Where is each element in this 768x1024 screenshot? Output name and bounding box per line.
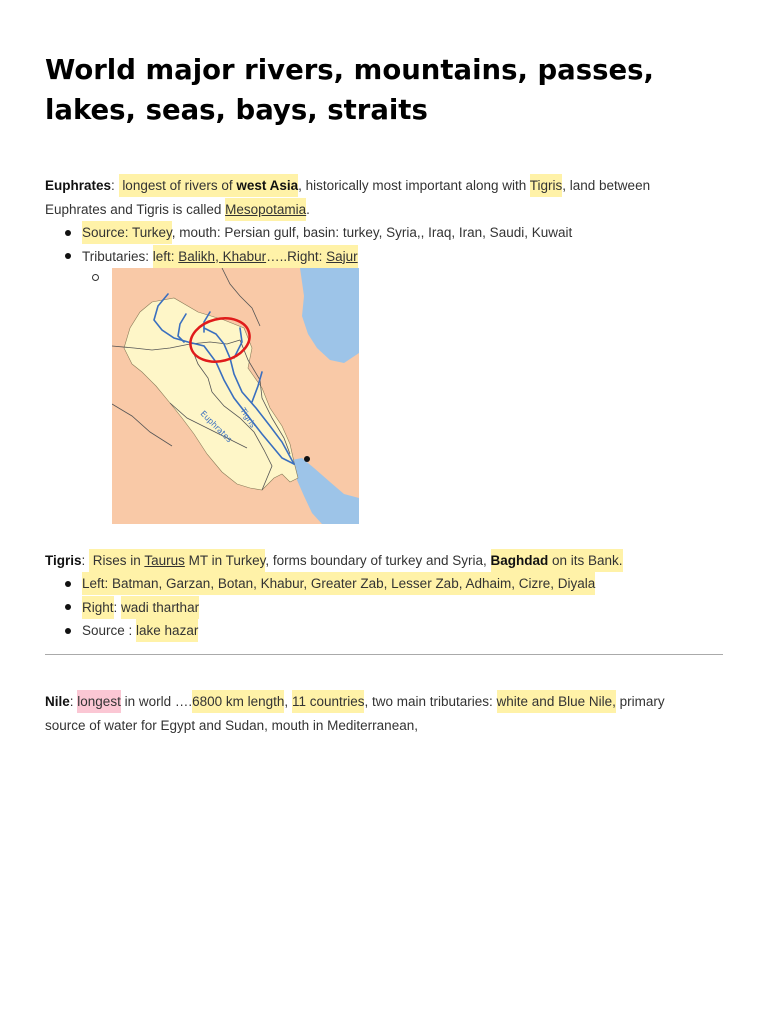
highlight: wadi tharthar — [121, 596, 199, 619]
highlight: white and Blue Nile, — [497, 690, 616, 713]
tigris-bullet-list — [45, 572, 705, 643]
list-item: Right: wadi tharthar — [45, 596, 705, 620]
nile-term: Nile — [45, 694, 70, 709]
highlight: 6800 km length — [192, 690, 284, 713]
highlight: 11 countries — [292, 690, 365, 713]
sajur-link[interactable]: Sajur — [326, 248, 358, 264]
sub-bullet-circle — [92, 274, 99, 281]
highlight: Rises in Taurus MT in Turkey — [89, 549, 265, 572]
highlight: longest of rivers of west Asia — [119, 174, 299, 197]
euphrates-term: Euphrates — [45, 178, 112, 193]
city-marker — [304, 456, 310, 462]
highlight: Baghdad on its Bank. — [491, 549, 623, 572]
nile-paragraph: Nile: longest in world ….6800 km length, 11 countries, two main tributaries: white and Blue Nile, primary source of water for Egypt and Sudan, mouth in Mediterranean, — [45, 690, 705, 737]
balikh-khabur-link[interactable]: Balikh, Khabur — [178, 248, 267, 264]
list-item: Tributaries: left: Balikh, Khabur…..Right: Sajur — [45, 245, 705, 269]
divider — [45, 654, 723, 655]
tigris-link[interactable]: Tigris — [530, 174, 563, 197]
euphrates-bullet-list — [45, 221, 705, 268]
highlight: Source: Turkey — [82, 221, 172, 244]
euphrates-map-label: Euphrates — [198, 409, 234, 445]
euphrates-paragraph: Euphrates: longest of rivers of west Asia, historically most important along with Tigris, land between Euphrates and Tigris is called Mesopotamia. — [45, 174, 705, 221]
tigris-term: Tigris — [45, 553, 82, 568]
taurus-link[interactable]: Taurus — [144, 553, 185, 568]
highlight: Right — [82, 596, 114, 619]
tigris-paragraph: Tigris: Rises in Taurus MT in Turkey, forms boundary of turkey and Syria, Baghdad on its Bank. — [45, 549, 705, 573]
tigris-map-label: Tigris — [238, 406, 258, 430]
highlight: Left: Batman, Garzan, Botan, Khabur, Greater Zab, Lesser Zab, Adhaim, Cizre, Diyala — [82, 572, 595, 595]
list-item — [45, 572, 705, 596]
highlight: left: Balikh, Khabur…..Right: Sajur — [153, 245, 358, 268]
euphrates-tigris-basin-map — [112, 268, 359, 524]
mesopotamia-link[interactable]: Mesopotamia — [225, 198, 306, 221]
pink-highlight: longest — [77, 690, 121, 713]
page-title: World major rivers, mountains, passes, lakes, seas, bays, straits — [45, 54, 654, 126]
list-item: Source : lake hazar — [45, 619, 705, 643]
list-item: Source: Turkey, mouth: Persian gulf, basin: turkey, Syria,, Iraq, Iran, Saudi, Kuwait — [45, 221, 705, 245]
highlight: lake hazar — [136, 619, 198, 642]
